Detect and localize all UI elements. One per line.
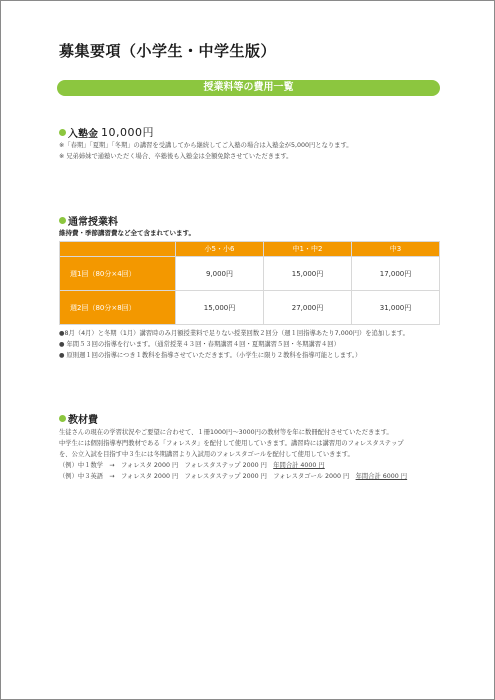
example-total: 年間合計 4000 円	[273, 462, 325, 469]
table-row	[60, 257, 440, 291]
row-header: 週1回（80分×4回）	[60, 257, 176, 291]
regular-note: ●8月（4月）と冬期（1月）講習時のみ月額授業料で足りない授業回数２回分（週１回指導あたり7,000円）を追加します。	[59, 330, 409, 337]
table-header-row	[60, 242, 440, 257]
section-banner: 授業料等の費用一覧	[57, 80, 440, 96]
regular-heading	[59, 213, 118, 228]
regular-heading-label: 通常授業料	[68, 217, 118, 228]
column-header: 中3	[352, 242, 440, 257]
table-cell: 27,000円	[264, 291, 352, 325]
table-cell: 15,000円	[264, 257, 352, 291]
bullet-dot-icon	[59, 129, 66, 136]
example-text: （例）中１数学 → フォレスタ 2000 円 フォレスタステップ 2000 円	[59, 462, 274, 469]
table-row	[60, 291, 440, 325]
regular-subnote: 維持費・季節講習費など全て含まれています。	[59, 229, 195, 237]
table-cell: 15,000円	[176, 291, 264, 325]
table-cell: 9,000円	[176, 257, 264, 291]
materials-line: を、公立入試を目指す中３生には冬期講習より入試用のフォレスタゴールを配付して使用していきます。	[59, 451, 354, 458]
table-corner-cell	[60, 242, 176, 257]
materials-example	[59, 472, 407, 481]
admission-note: ※「春期」「夏期」「冬期」の講習を受講してから継続してご入塾の場合は入塾金が5,000円となります。	[59, 142, 353, 149]
materials-line: 生徒さんの現在の学習状況やご要望に合わせて、１冊1000円～3000円の教材等を年に数冊配付させていただきます。	[59, 429, 393, 436]
admission-heading-label: 入塾金	[68, 128, 98, 140]
tuition-table	[59, 241, 440, 325]
materials-example	[59, 461, 325, 470]
row-header: 週2回（80分×8回）	[60, 291, 176, 325]
materials-line: 中学生には個別指導専門教材である「フォレスタ」を配付して使用していきます。講習時には講習用のフォレスタステップ	[59, 440, 404, 447]
table-cell: 17,000円	[352, 257, 440, 291]
materials-heading-label: 教材費	[68, 415, 98, 426]
bullet-dot-icon	[59, 217, 66, 224]
admission-amount: 10,000円	[101, 126, 154, 139]
admission-note: ※ 兄弟姉妹で通塾いただく場合、卒塾後も入塾金は全額免除させていただきます。	[59, 153, 293, 160]
admission-heading	[59, 124, 154, 140]
example-text: （例）中３英語 → フォレスタ 2000 円 フォレスタステップ 2000 円 フォレスタゴール 2000 円	[59, 473, 356, 480]
column-header: 中1・中2	[264, 242, 352, 257]
table-cell: 31,000円	[352, 291, 440, 325]
example-total: 年間合計 6000 円	[355, 473, 408, 480]
column-header: 小5・小6	[176, 242, 264, 257]
bullet-dot-icon	[59, 415, 66, 422]
materials-heading	[59, 411, 98, 426]
regular-note: ● 年間５３回の指導を行います。（通常授業４３回・春期講習４回・夏期講習５回・冬期講習４回）	[59, 341, 340, 348]
regular-note: ● 原則週１回の指導につき１教科を指導させていただきます。（小学生に限り２教科を指導可能とします。）	[59, 352, 362, 359]
page-title: 募集要項（小学生・中学生版）	[59, 42, 277, 60]
